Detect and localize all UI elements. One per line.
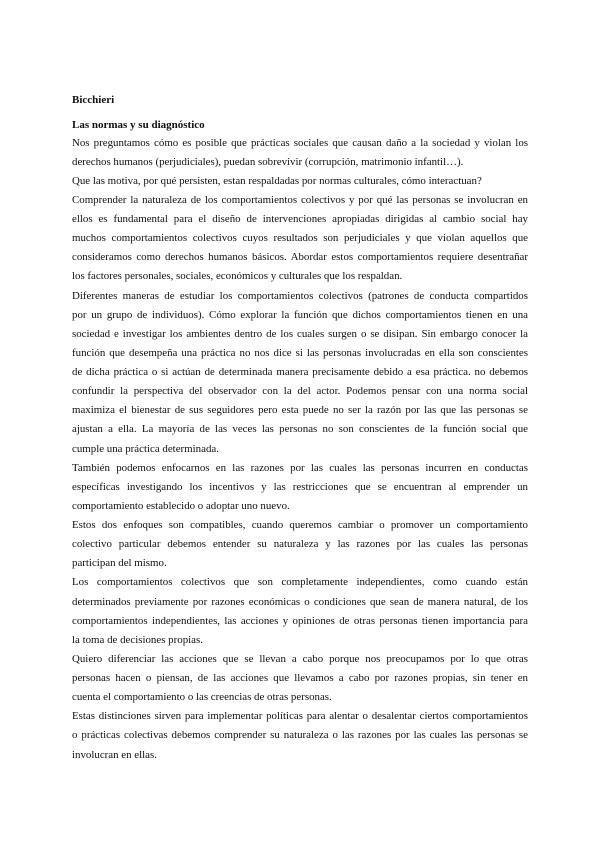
paragraph-line: comportamientos independientes, las acciones y opiniones de otras personas tienen importancia para xyxy=(72,614,528,627)
paragraph-line: colectivo particular debemos entender su naturaleza y las razones por las cuales las personas xyxy=(72,538,528,551)
paragraph xyxy=(72,134,528,172)
paragraph-line: cuenta el comportamiento o las creencias de otras personas. xyxy=(72,691,332,704)
paragraph-line: los factores personales, sociales, económicos y culturales que los respaldan. xyxy=(72,270,403,283)
paragraph-line: participan del mismo. xyxy=(72,557,167,570)
paragraph-line: Nos preguntamos cómo es posible que prácticas sociales que causan daño a la sociedad y violan los xyxy=(72,136,528,149)
paragraph-line: maximiza el bienestar de sus seguidores pero esta puede no ser la razón por las que las personas se xyxy=(72,404,528,417)
paragraph xyxy=(72,459,528,516)
paragraph-line: ajustan a ella. La mayoría de las veces las personas no son conscientes de la función social que xyxy=(72,423,528,436)
paragraph-line: confundir la perspectiva del observador con la del actor. Podemos pensar con una norma social xyxy=(72,385,528,398)
paragraph-line: sociedad e investigar los ambientes dentro de los cuales surgen o se disipan. Sin embargo conocer la xyxy=(72,327,528,340)
paragraph-line: También podemos enfocarnos en las razones por las cuales las personas incurren en conductas xyxy=(72,461,528,474)
document-title: Bicchieri xyxy=(72,93,115,106)
paragraph-line: Quiero diferenciar las acciones que se llevan a cabo porque nos preocupamos por lo que otras xyxy=(72,652,528,665)
paragraph-line: Que las motiva, por qué persisten, estan respaldadas por normas culturales, cómo interactuan? xyxy=(72,174,482,187)
paragraph xyxy=(72,191,528,287)
document-body xyxy=(72,134,528,765)
paragraph-line: o prácticas colectivas debemos comprender su naturaleza o las razones por las cuales las personas se xyxy=(72,729,528,742)
paragraph xyxy=(72,516,528,573)
paragraph-line: involucran en ellas. xyxy=(72,748,157,761)
paragraph-line: comportamiento establecido o adoptar uno nuevo. xyxy=(72,499,290,512)
paragraph-line: Diferentes maneras de estudiar los comportamientos colectivos (patrones de conducta compartidos xyxy=(72,289,528,302)
paragraph-line: personas hacen o piensan, de las acciones que llevamos a cabo por razones propias, sin tener en xyxy=(72,672,528,684)
paragraph xyxy=(72,707,528,764)
paragraph-line: ellos es fundamental para el diseño de intervenciones apropiadas dirigidas al cambio social hay xyxy=(72,213,528,225)
paragraph-line: Estas distinciones sirven para implementar políticas para alentar o desalentar ciertos comportamientos xyxy=(72,710,528,723)
paragraph-line: de dicha práctica o si actúan de determinada manera precisamente debido a esa práctica. no debemos xyxy=(72,366,528,378)
paragraph xyxy=(72,172,528,191)
paragraph-line: derechos humanos (perjudiciales), puedan sobrevivir (corrupción, matrimonio infantil…). xyxy=(72,155,464,168)
paragraph-line: cumple una práctica determinada. xyxy=(72,442,219,455)
paragraph-line: Comprender la naturaleza de los comportamientos colectivos y por qué las personas se involucran en xyxy=(72,193,528,206)
paragraph-line: la toma de decisiones propias. xyxy=(72,633,203,646)
paragraph-line: consideramos como derechos humanos básicos. Abordar estos comportamientos requiere desentrañar xyxy=(72,251,528,264)
paragraph xyxy=(72,573,528,650)
paragraph-line: Estos dos enfoques son compatibles, cuando queremos cambiar o promover un comportamiento xyxy=(72,519,528,531)
paragraph-line: específicas investigando los incentivos y las restricciones que se encuentran al emprender un xyxy=(72,480,528,493)
section-heading: Las normas y su diagnóstico xyxy=(72,118,205,131)
paragraph xyxy=(72,650,528,707)
paragraph xyxy=(72,287,528,459)
paragraph-line: muchos comportamientos colectivos cuyos resultados son perjudiciales y que violan aquellos que xyxy=(72,232,528,245)
paragraph-line: Los comportamientos colectivos que son completamente independientes, como cuando están xyxy=(72,576,528,589)
paragraph-line: por un grupo de individuos). Cómo explorar la función que dichos comportamientos tienen en una xyxy=(72,308,528,321)
paragraph-line: función que desempeña una práctica no nos dice si las personas involucradas en ella son conscientes xyxy=(72,346,528,359)
paragraph-line: determinados previamente por razones económicas o condiciones que sean de manera natural, de los xyxy=(72,595,528,608)
